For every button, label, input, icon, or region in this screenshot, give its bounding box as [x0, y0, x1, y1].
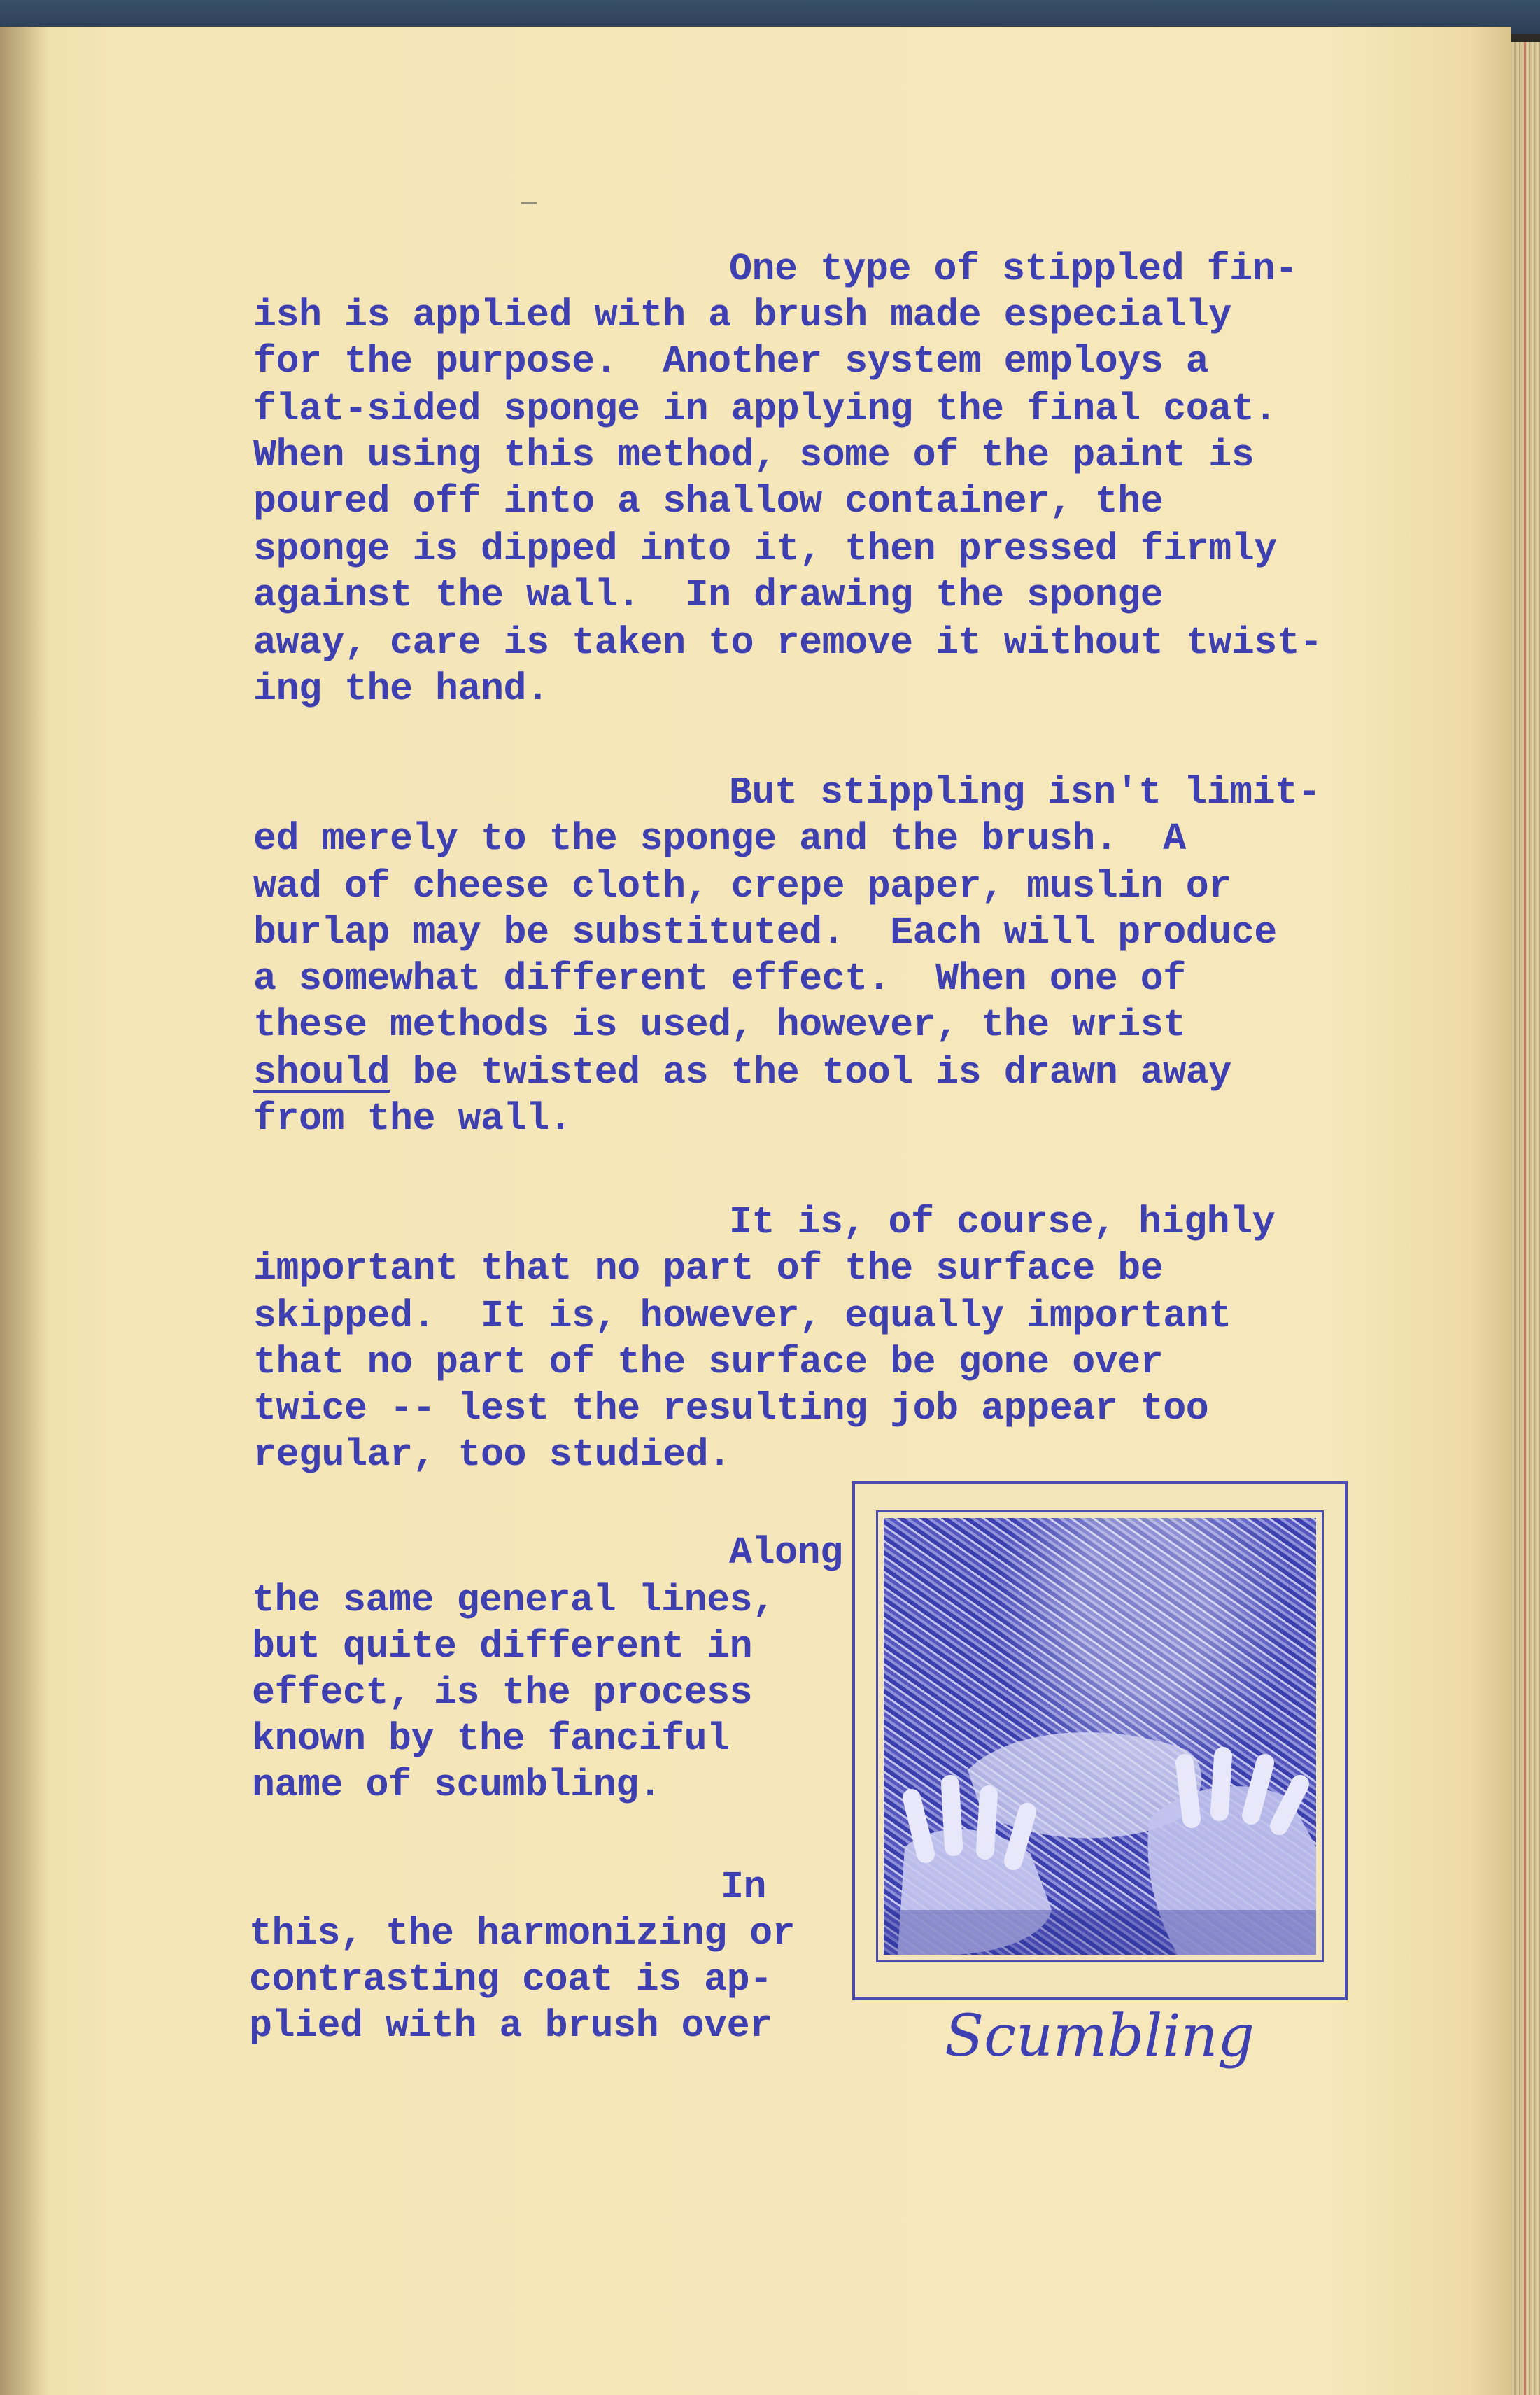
text-line: In [721, 1865, 767, 1909]
text-line: Along [729, 1531, 843, 1575]
text-line: contrasting coat is ap- [249, 1958, 772, 2002]
text-line: burlap may be substituted. Each will produce [253, 911, 1277, 955]
text-line: ing the hand. [253, 667, 549, 711]
text-line: One type of stippled fin- [729, 247, 1298, 291]
text-line: these methods is used, however, the wrist [253, 1003, 1186, 1047]
text-line: regular, too studied. [253, 1433, 731, 1477]
text-line [253, 1050, 1231, 1096]
text-line: a somewhat different effect. When one of [253, 957, 1186, 1001]
gutter-shadow [0, 27, 49, 2395]
text-line: that no part of the surface be gone over [253, 1340, 1164, 1384]
hands-illustration [884, 1518, 1316, 1955]
text-line: It is, of course, highly [729, 1200, 1276, 1244]
stray-mark [521, 202, 537, 204]
figure-caption: Scumbling [945, 2003, 1255, 2070]
text-line: plied with a brush over [249, 2004, 772, 2048]
text-line: ed merely to the sponge and the brush. A [253, 817, 1186, 861]
text-line: wad of cheese cloth, crepe paper, muslin or [253, 864, 1231, 908]
text-line: but quite different in [252, 1624, 753, 1669]
text-line: against the wall. In drawing the sponge [253, 573, 1164, 617]
text-line: sponge is dipped into it, then pressed firmly [253, 527, 1277, 571]
page-stack-edges [1511, 42, 1540, 2395]
text-line: name of scumbling. [252, 1763, 662, 1807]
text-line: known by the fanciful [252, 1717, 730, 1761]
text-line: from the wall. [253, 1097, 572, 1141]
figure-frame [852, 1481, 1348, 2000]
text-line: this, the harmonizing or [249, 1911, 796, 1955]
text-line: When using this method, some of the paint is [253, 433, 1255, 477]
figure-inner-frame [876, 1510, 1324, 1962]
text-line: twice -- lest the resulting job appear too [253, 1386, 1209, 1431]
text-line: skipped. It is, however, equally important [253, 1294, 1231, 1338]
hands-scumbling-photo-icon [884, 1518, 1316, 1955]
text-line: flat-sided sponge in applying the final coat. [253, 387, 1277, 431]
text-line: ish is applied with a brush made especially [253, 293, 1231, 337]
text-line: But stippling isn't limit- [729, 771, 1321, 815]
text-line: poured off into a shallow container, the [253, 479, 1164, 524]
text-fragment: be twisted as the tool is drawn away [390, 1051, 1231, 1095]
text-line: for the purpose. Another system employs a [253, 339, 1209, 384]
text-line: effect, is the process [252, 1671, 753, 1715]
emphasis-should: should [253, 1051, 390, 1095]
text-line: away, care is taken to remove it without twist- [253, 621, 1322, 665]
text-line: the same general lines, [252, 1578, 775, 1622]
text-line: important that no part of the surface be [253, 1246, 1164, 1291]
